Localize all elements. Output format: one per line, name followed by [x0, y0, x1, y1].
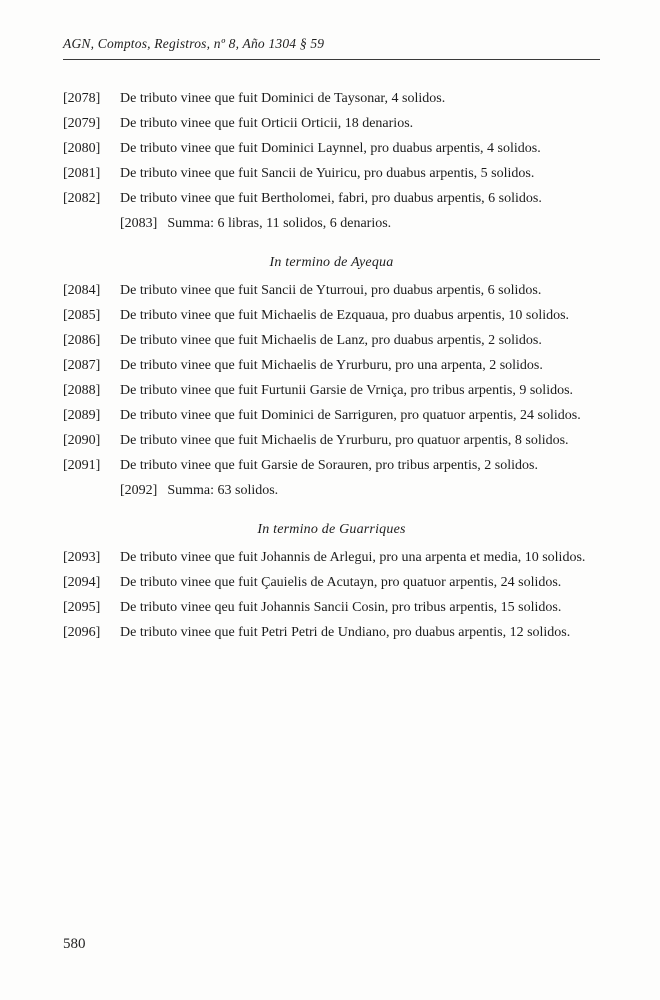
entry-item — [63, 189, 600, 208]
entry-number: [2090] — [63, 433, 101, 448]
entry-item — [63, 281, 600, 300]
entry-number: [2084] — [63, 283, 101, 298]
header-citation: AGN, Comptos, Registros, nº 8, Año 1304 § 59 — [63, 36, 600, 60]
entry-item — [63, 381, 600, 400]
entry-number: [2089] — [63, 408, 101, 423]
entry-number: [2091] — [63, 458, 101, 473]
entry-number: [2094] — [63, 575, 101, 590]
entry-item — [63, 456, 600, 475]
summa-item — [120, 214, 600, 233]
entry-number: [2079] — [63, 116, 101, 131]
summa-text: Summa: 6 libras, 11 solidos, 6 denarios. — [167, 216, 392, 231]
entry-text: De tributo vinee que fuit Sancii de Yturroui, pro duabus arpentis, 6 solidos. — [120, 283, 542, 298]
entry-item — [63, 89, 600, 108]
entry-item — [63, 164, 600, 183]
entry-text: De tributo vinee que fuit Orticii Orticii, 18 denarios. — [120, 116, 414, 131]
entry-item — [63, 306, 600, 325]
content — [63, 89, 600, 648]
entry-number: [2081] — [63, 166, 101, 181]
entry-item — [63, 598, 600, 617]
entry-number: [2078] — [63, 91, 101, 106]
section-heading: In termino de Guarriques — [257, 522, 406, 537]
entry-text: De tributo vinee que fuit Sancii de Yuiricu, pro duabus arpentis, 5 solidos. — [120, 166, 535, 181]
entry-item — [63, 623, 600, 642]
entry-number: [2080] — [63, 141, 101, 156]
entry-number: [2088] — [63, 383, 101, 398]
entry-number: [2087] — [63, 358, 101, 373]
entry-item — [63, 406, 600, 425]
entry-text: De tributo vinee que fuit Michaelis de Lanz, pro duabus arpentis, 2 solidos. — [120, 333, 542, 348]
entry-text: De tributo vinee que fuit Petri Petri de Undiano, pro duabus arpentis, 12 solidos. — [120, 625, 571, 640]
entry-text: De tributo vinee qeu fuit Johannis Sancii Cosin, pro tribus arpentis, 15 solidos. — [120, 600, 562, 615]
entry-text: De tributo vinee que fuit Dominici de Sarriguren, pro quatuor arpentis, 24 solidos. — [120, 408, 581, 423]
entry-number: [2093] — [63, 550, 101, 565]
entry-text: De tributo vinee que fuit Michaelis de Yrurburu, pro quatuor arpentis, 8 solidos. — [120, 433, 569, 448]
section-heading: In termino de Ayequa — [269, 255, 394, 270]
entry-item — [63, 548, 600, 567]
entry-number: [2096] — [63, 625, 101, 640]
page-number: 580 — [63, 936, 86, 952]
entry-item — [63, 573, 600, 592]
entry-text: De tributo vinee que fuit Johannis de Arlegui, pro una arpenta et media, 10 solidos. — [120, 550, 586, 565]
entry-number: [2086] — [63, 333, 101, 348]
entry-text: De tributo vinee que fuit Bertholomei, fabri, pro duabus arpentis, 6 solidos. — [120, 191, 542, 206]
entry-text: De tributo vinee que fuit Michaelis de Ezquaua, pro duabus arpentis, 10 solidos. — [120, 308, 570, 323]
entry-item — [63, 114, 600, 133]
summa-number: [2092] — [120, 483, 158, 498]
entry-number: [2095] — [63, 600, 101, 615]
summa-item — [120, 481, 600, 500]
summa-number: [2083] — [120, 216, 158, 231]
entry-item — [63, 431, 600, 450]
entry-item — [63, 356, 600, 375]
entry-text: De tributo vinee que fuit Garsie de Sorauren, pro tribus arpentis, 2 solidos. — [120, 458, 538, 473]
entry-text: De tributo vinee que fuit Dominici Laynnel, pro duabus arpentis, 4 solidos. — [120, 141, 541, 156]
entry-item — [63, 331, 600, 350]
entry-number: [2082] — [63, 191, 101, 206]
entry-text: De tributo vinee que fuit Dominici de Taysonar, 4 solidos. — [120, 91, 446, 106]
entry-text: De tributo vinee que fuit Furtunii Garsie de Vrniça, pro tribus arpentis, 9 solidos. — [120, 383, 574, 398]
entry-text: De tributo vinee que fuit Michaelis de Yrurburu, pro una arpenta, 2 solidos. — [120, 358, 543, 373]
entry-number: [2085] — [63, 308, 101, 323]
entry-text: De tributo vinee que fuit Çauielis de Acutayn, pro quatuor arpentis, 24 solidos. — [120, 575, 562, 590]
entry-item — [63, 139, 600, 158]
summa-text: Summa: 63 solidos. — [167, 483, 279, 498]
